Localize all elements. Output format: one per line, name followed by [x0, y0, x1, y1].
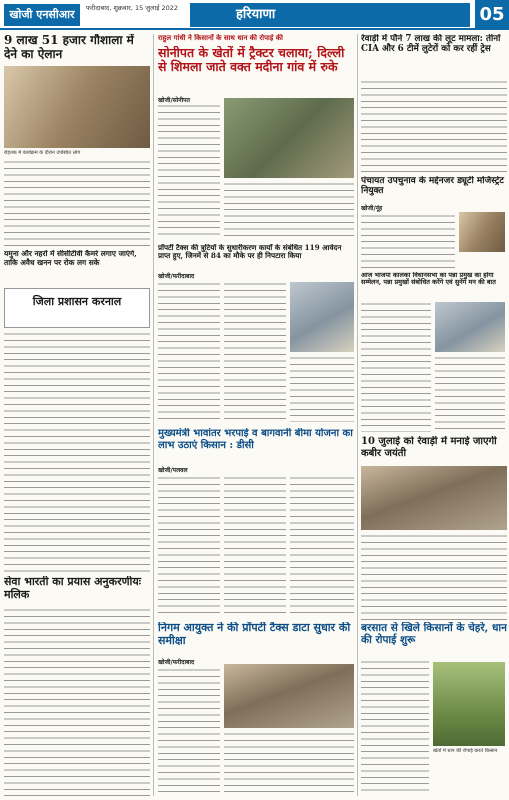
- left-story2-body: [4, 332, 150, 572]
- right-story2-headline: पंचायत उपचुनाव के मद्देनजर ड्यूटी मजिस्ट्रेट नियुक्त: [361, 176, 504, 197]
- property-tax-headline: प्रॉपर्टी टैक्स की त्रुटियों के सुधारीकरण कार्यों के संबंधित 119 आवेदन प्राप्त हुए, जिनमें से 84 का मौके पर ही निपटारा किया: [158, 244, 342, 261]
- cm-scheme-headline: मुख्यमंत्री भावांतर भरपाई व बागवानी बीमा योजना का लाभ उठाएं किसान : डीसी: [158, 428, 353, 451]
- nigam-photo: [224, 664, 354, 728]
- right-story5-body: [361, 660, 429, 796]
- cm-scheme-col2: [224, 476, 286, 616]
- left-story1-subhead: यमुना और नहरों में सीसीटीवी कैमरे लगाए जाएंगे, ताकि अवैध खनन पर रोक लग सके: [4, 250, 137, 267]
- left-story1-headline: 9 लाख 51 हजार गौशाला में देने का ऐलान: [4, 34, 134, 61]
- right-story5-photo: [433, 662, 505, 746]
- property-tax-col2: [224, 282, 286, 422]
- cm-scheme-byline: खोजी/पलवल: [158, 467, 188, 474]
- left-story1-photo: [4, 66, 150, 148]
- property-tax-col1: [158, 282, 220, 422]
- property-tax-col3: [290, 356, 354, 422]
- district-admin-box: [4, 288, 150, 328]
- nigam-col1: [158, 668, 220, 796]
- section-title: हरियाणा: [190, 3, 470, 27]
- property-tax-photo: [290, 282, 354, 352]
- issue-date: फरीदाबाद, शुक्रवार, 15 जुलाई 2022: [86, 4, 179, 12]
- main-byline: खोजी/सोनीपत: [158, 97, 190, 104]
- main-story-col2: [224, 182, 354, 238]
- right-story2-byline: खोजी/नूंह: [361, 205, 383, 212]
- column-divider-left: [153, 34, 154, 796]
- right-story3-photo: [435, 302, 505, 352]
- cm-scheme-col3: [290, 476, 354, 616]
- main-kicker: राहुल गांधी ने किसानों के साथ धान की रोपाई की: [158, 34, 283, 42]
- left-story3-headline: सेवा भारती का प्रयास अनुकरणीयः मलिक: [4, 576, 141, 601]
- right-story1-body: [361, 80, 507, 172]
- column-divider-right: [357, 34, 358, 796]
- left-story1-caption: रोहतक में कार्यक्रम के दौरान उपस्थित लोग: [4, 150, 81, 156]
- right-story4-photo: [361, 466, 507, 530]
- right-story1-headline: रेवाड़ी में पौने 7 लाख की लूट मामला: तीनों CIA और 6 टीमें लुटेरों को कर रहीं ट्रेस: [361, 34, 501, 55]
- nigam-byline: खोजी/फरीदाबाद: [158, 659, 195, 666]
- right-story2-photo: [459, 212, 505, 252]
- right-story3-headline: आज भाजपा कालका विधानसभा का पन्ना प्रमुख का होगा सम्मेलन, पन्ना प्रमुखों संबोधित करेंगे एवं सुनेंगे मन की बात: [361, 272, 496, 287]
- cm-scheme-col1: [158, 476, 220, 616]
- main-story-col1: [158, 104, 220, 238]
- right-story3-col2: [435, 356, 505, 432]
- paper-logo: खोजी एनसीआर: [4, 4, 80, 26]
- left-story1-body: [4, 160, 150, 246]
- page-number: 05: [475, 0, 509, 30]
- main-headline: सोनीपत के खेतों में ट्रैक्टर चलाया; दिल्ली से शिमला जाते वक्त मदीना गांव में रुके: [158, 46, 345, 75]
- district-admin-title: जिला प्रशासन करनाल: [32, 295, 122, 308]
- right-story4-body: [361, 534, 507, 620]
- masthead: [0, 0, 509, 30]
- right-story2-body: [361, 214, 455, 268]
- right-story5-caption: खेतों में धान की रोपाई करते किसान: [433, 748, 498, 754]
- nigam-col2: [224, 732, 354, 796]
- left-story3-body: [4, 608, 150, 796]
- right-story3-col1: [361, 302, 431, 432]
- right-story4-headline: 10 जुलाई को रेवाड़ी में मनाई जाएगी कबीर जयंती: [361, 436, 497, 459]
- nigam-headline: निगम आयुक्त ने की प्रॉपर्टी टैक्स डाटा सुधार की समीक्षा: [158, 622, 351, 647]
- right-story5-headline: बरसात से खिले किसानों के चेहरे, धान की रोपाई शुरू: [361, 622, 507, 647]
- main-story-photo: [224, 98, 354, 178]
- property-tax-byline: खोजी/फरीदाबाद: [158, 273, 195, 280]
